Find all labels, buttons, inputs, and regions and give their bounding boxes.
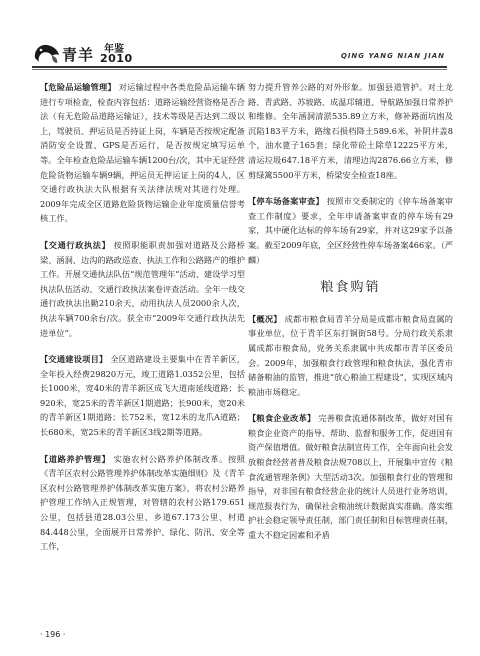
para-heading: 【概况】 [248, 313, 282, 324]
page-number: · 196 · [40, 630, 66, 639]
para-body: 对运输过程中各类危险品运输车辆进行专项检查，检查内容包括：道路运输经营资格是否合法（有无危险品道路运输证），技术等级是否达到二级以上，驾驶员、押运员是否持证上岗，车辆是否按规定配备消防安全设置、GPS是否运行，是否按规定填写运单等。全年检查危险品运输车辆1200台/次，其中无证经营危险货物运输车辆9辆，押运员无押运证上岗的4人，区交通行政执法大队根据有关法律法规对其进行处理。2009年完成全区道路危险货物运输企业年度质量信誉考核工作。 [40, 82, 245, 224]
para-body: 完善粮食流通体制改革，做好对国有粮食企业资产的指导、帮助、监督和服务工作，促进国有资产保值增值。做好粮食法制宣传工作，全年面向社会发放粮食经营者普及粮食法规708以上，开展集中宣传《粮食流通管理条例》大型活动3次。加强粮食行业的管理和指导，对非国有粮食经营企业的统计人员进行业务培训，规范报表行为，确保社会粮油统计数据真实准确。落实维护社会稳定领导责任制，部门责任制和目标管理责任制，重大不稳定因素和矛盾 [248, 413, 453, 541]
para-body: 全区道路建设主要集中在青羊新区，全年投入经费29820万元，竣工道路1.0352公里，包括长1000米，宽40米的青羊新区成飞大道南延线道路；长920米，宽25米的青羊新区1期道路；长900米，宽20米的青羊新区1期道路；长752米，宽12米的龙爪A道路；长680米，宽25米的青羊新区3线2期等道路。 [40, 354, 245, 438]
page-header [0, 0, 480, 70]
paragraph [40, 238, 245, 340]
paragraph [40, 452, 245, 554]
para-body: 成都市粮食局青羊分局是成都市粮食局直属的事业单位，位于青羊区东打铜街58号。分局行政关系隶属成都市粮食局，党务关系隶属中共成都市青羊区委员会。2009年，加强粮食行政管理和粮食执法，强化青市储备粮油的监管，推进“放心粮油工程建设”，实现区域内粮油市场稳定。 [248, 313, 453, 397]
header-divider [32, 66, 447, 68]
para-body: 按照职能职责加强对道路及公路桥梁、涵洞、边沟的路政巡查、执法工作和公路路产的维护工作。开展交通执法队伍“规范管理年”活动、建设学习型执法队伍活动、交通行政执法案卷评查活动。全年一线交通行政执法出勤210余天，动用执法人员2000余人次，执法车辆700余台/次。获全市“2009年交通行政执法先进单位”。 [40, 239, 245, 338]
logo-label: 年鉴 [104, 44, 124, 55]
running-title: QING YANG NIAN JIAN [340, 52, 445, 60]
para-heading: 【粮食企业改革】 [248, 413, 316, 424]
para-body: 按照市交委制定的《停车场备案审查工作制度》要求，全年申请备案审查的停车场有29家，其中硬化达标的停车场有29家，并对这29家予以备案。截至2009年底，全区经营性停车场备案466家。（严 麟） [248, 196, 462, 265]
left-column [40, 80, 245, 566]
paragraph [40, 80, 245, 226]
paragraph [248, 80, 453, 182]
header-divider-thin [32, 69, 447, 70]
para-body: 实施农村公路养护体制改革。按照《青羊区农村公路管理养护体制改革实施细则》及《青羊区农村公路管理养护体制改革实施方案》，将农村公路养护管理工作纳入正规管理，对管辖的农村公路179.651公里，包括县道28.03公里、乡道67.173公里、村道84.448公里，全面展开日常养护、绿化、防汛、安全等工作， [40, 453, 245, 552]
para-heading: 【交通行政执法】 [40, 239, 111, 250]
paragraph [248, 312, 453, 400]
sheep-logo-icon [32, 40, 62, 66]
para-heading: 【交通建设项目】 [40, 354, 108, 365]
right-column [248, 80, 462, 555]
logo-year: 2010 [100, 52, 133, 65]
para-heading: 【停车场备案审查】 [248, 196, 324, 207]
paragraph [248, 194, 462, 267]
para-body: 努力提升管养公路的对外形象。加强县道管护。对土龙路、青武路、苏坡路、成温邛辅道、导航路加强日常养护和维修。全年涵洞清淤535.89立方米，修补路面坑凼及沉陷183平方米，路缘石损档降土589.6米，补阴井盖8个，油水蓖子165套；绿化带砼土除草12225平方米，清运垃圾647.18平方米，清理边沟2876.66立方米，修剪绿篱5500平方米，桥梁安全检查18座。 [248, 82, 453, 180]
logo-title: 青羊 [62, 46, 95, 64]
para-heading: 【道路养护管理】 [40, 453, 111, 464]
paragraph [248, 411, 453, 542]
para-heading: 【危险品运输管理】 [40, 82, 116, 92]
section-title: 粮食购销 [320, 280, 381, 296]
paragraph [40, 352, 245, 440]
